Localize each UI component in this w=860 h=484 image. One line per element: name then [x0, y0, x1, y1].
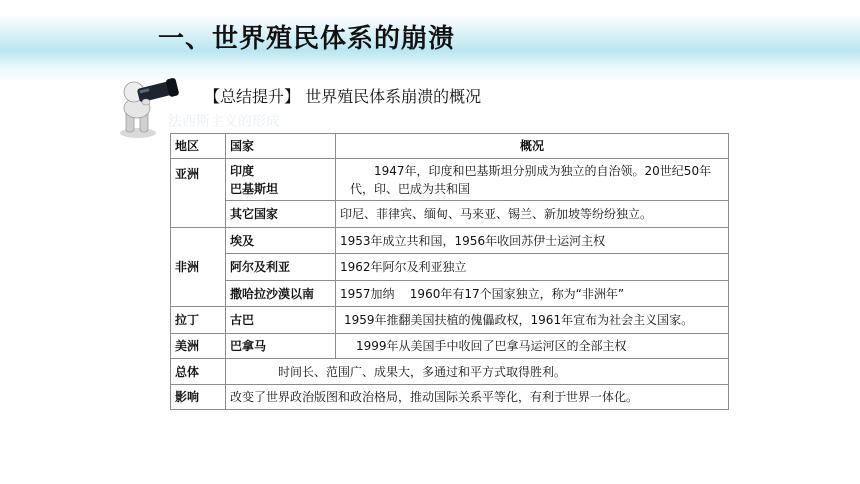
- impact-desc: 改变了世界政治版图和政治格局，推动国际关系平等化，有利于世界一体化。: [226, 385, 729, 410]
- desc-sub-saharan: 1957加纳 1960年有17个国家独立，称为“非洲年”: [336, 281, 729, 307]
- region-latam-top: 拉丁: [171, 307, 226, 334]
- country-panama: 巴拿马: [226, 334, 336, 359]
- region-asia: 亚洲: [171, 159, 226, 228]
- country-sub-saharan: 撒哈拉沙漠以南: [226, 281, 336, 307]
- country-egypt: 埃及: [226, 228, 336, 254]
- region-latam-bottom: 美洲: [171, 334, 226, 359]
- desc-algeria: 1962年阿尔及利亚独立: [336, 254, 729, 281]
- country-algeria: 阿尔及利亚: [226, 254, 336, 281]
- impact-label: 影响: [171, 385, 226, 410]
- table-row: [171, 254, 729, 281]
- desc-panama: 1999年从美国手中收回了巴拿马运河区的全部主权: [336, 334, 729, 359]
- faded-background-text: 法西斯主义的形成: [168, 114, 280, 130]
- header-overview: 概况: [336, 134, 729, 159]
- table-row: [171, 228, 729, 254]
- country-other-asia: 其它国家: [226, 201, 336, 228]
- overall-label: 总体: [171, 359, 226, 385]
- colonial-collapse-table: [170, 133, 729, 410]
- overall-desc: 时间长、范围广、成果大，多通过和平方式取得胜利。: [226, 359, 729, 385]
- table-header-row: [171, 134, 729, 159]
- section-subtitle: 【总结提升】 世界殖民体系崩溃的概况: [204, 87, 482, 106]
- country-cuba: 古巴: [226, 307, 336, 334]
- table-row: [171, 334, 729, 359]
- table-row: [171, 307, 729, 334]
- desc-egypt: 1953年成立共和国，1956年收回苏伊士运河主权: [336, 228, 729, 254]
- header-region: 地区: [171, 134, 226, 159]
- header-country: 国家: [226, 134, 336, 159]
- table-row: [171, 385, 729, 410]
- table-row: [171, 359, 729, 385]
- desc-india-pakistan: 1947年，印度和巴基斯坦分别成为独立的自治领。20世纪50年代，印、巴成为共和国: [336, 159, 729, 201]
- country-india-pakistan: 印度 巴基斯坦: [226, 159, 336, 201]
- table-row: [171, 201, 729, 228]
- table-row: [171, 281, 729, 307]
- desc-other-asia: 印尼、菲律宾、缅甸、马来亚、锡兰、新加坡等纷纷独立。: [336, 201, 729, 228]
- desc-cuba: 1959年推翻美国扶植的傀儡政权，1961年宣布为社会主义国家。: [336, 307, 729, 334]
- table-row: [171, 159, 729, 201]
- page-title: 一、世界殖民体系的崩溃: [158, 24, 456, 54]
- region-africa: 非洲: [171, 228, 226, 307]
